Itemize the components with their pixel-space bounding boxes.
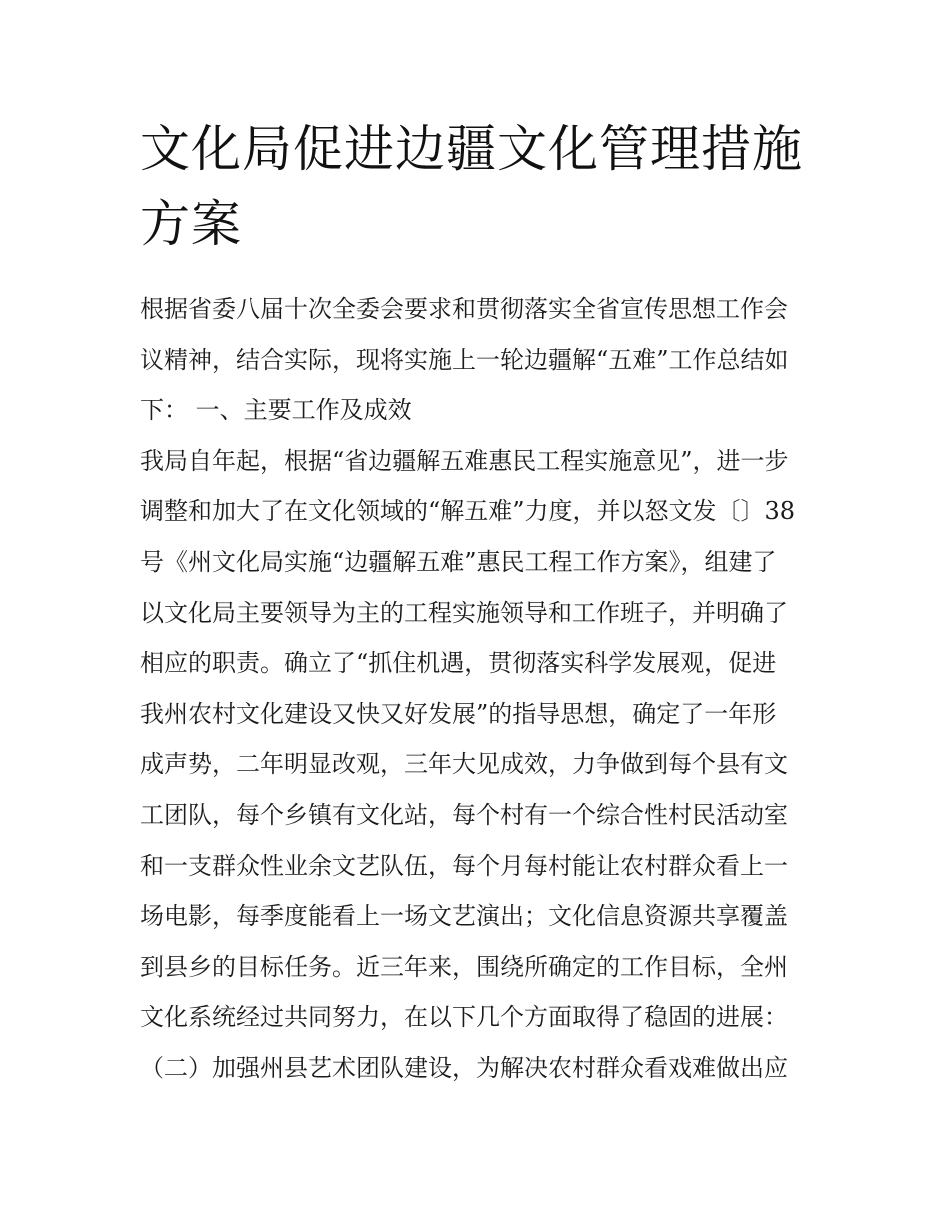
- document-body: [140, 284, 820, 1094]
- body-line: 成声势，二年明显改观，三年大见成效，力争做到每个县有文: [140, 750, 788, 779]
- body-line: 我局自年起，根据“省边疆解五难惠民工程实施意见”，进一步: [140, 446, 789, 475]
- body-line: 文化系统经过共同努力，在以下几个方面取得了稳固的进展：: [140, 1003, 788, 1032]
- title-line-1: 文化局促进边疆文化管理措施: [140, 120, 803, 178]
- body-line: 相应的职责。确立了“抓住机遇，贯彻落实科学发展观，促进: [140, 649, 777, 678]
- body-line: 我州农村文化建设又快又好发展”的指导思想，确定了一年形: [140, 699, 777, 728]
- document-page: [140, 112, 820, 1094]
- title-line-2: 方案: [140, 195, 242, 253]
- body-line: 以文化局主要领导为主的工程实施领导和工作班子，并明确了: [140, 598, 788, 627]
- body-line: （二）加强州县艺术团队建设，为解决农村群众看戏难做出应: [140, 1053, 788, 1082]
- document-title: [140, 112, 820, 262]
- body-line: 下： 一、主要工作及成效: [140, 396, 412, 425]
- body-line: 根据省委八届十次全委会要求和贯彻落实全省宣传思想工作会: [140, 295, 788, 323]
- body-line: 议精神，结合实际，现将实施上一轮边疆解“五难”工作总结如: [140, 345, 789, 374]
- body-line: 场电影，每季度能看上一场文艺演出；文化信息资源共享覆盖: [140, 902, 788, 931]
- body-line: 调整和加大了在文化领域的“解五难”力度，并以怒文发〔〕38: [140, 497, 796, 526]
- body-line: 到县乡的目标任务。近三年来，围绕所确定的工作目标，全州: [140, 952, 788, 981]
- body-line: 工团队，每个乡镇有文化站，每个村有一个综合性村民活动室: [140, 800, 788, 829]
- body-line: 和一支群众性业余文艺队伍，每个月每村能让农村群众看上一: [140, 851, 788, 880]
- body-line: 号《州文化局实施“边疆解五难”惠民工程工作方案》，组建了: [140, 547, 777, 576]
